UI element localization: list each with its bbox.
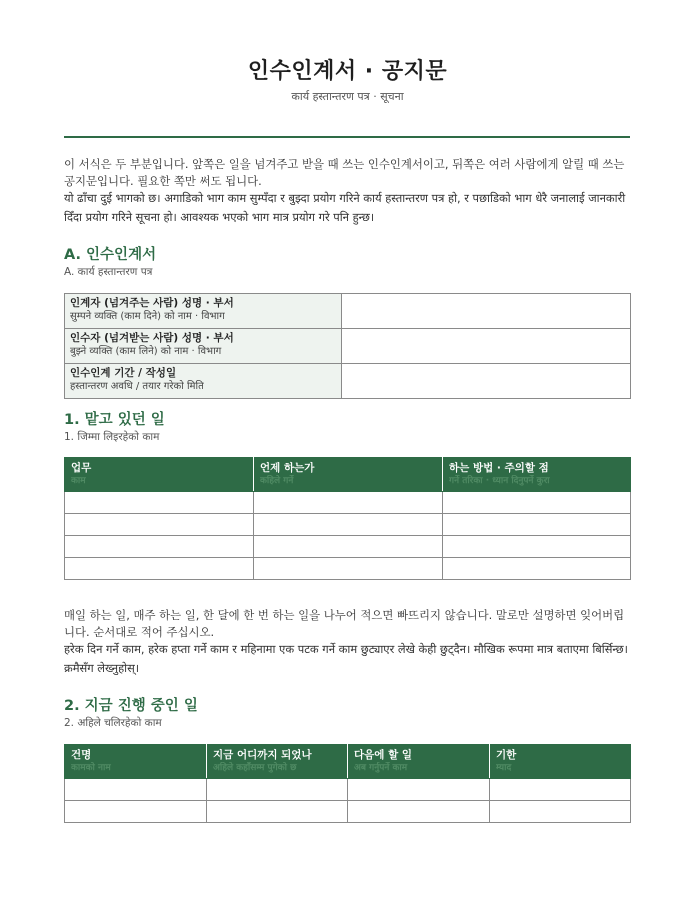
table-row	[65, 558, 631, 580]
table-cell[interactable]	[65, 536, 254, 558]
column-header-ko: 지금 어디까지 되었나	[213, 749, 312, 761]
info-label	[65, 294, 342, 329]
duties-note-np: हरेक दिन गर्ने काम, हरेक हप्ता गर्ने काम र महिनामा एक पटक गर्ने काम छुट्याएर लेखे केही छुट्दैन। मौखिक रूपमा मात्र बताएमा बिर्सिन्छ। क्रमैसँग लेख्नुहोस्।	[64, 642, 628, 675]
table-cell[interactable]	[490, 801, 631, 823]
column-header-np: म्याद	[496, 763, 512, 773]
section-2-title: 2. 지금 진행 중인 일	[64, 698, 198, 714]
info-row	[65, 294, 631, 329]
info-label-ko: 인수자 (넘겨받는 사람) 성명 · 부서	[70, 332, 234, 344]
intro-text	[64, 156, 632, 227]
table-cell[interactable]	[207, 779, 348, 801]
info-row	[65, 364, 631, 399]
section-1-subtitle: 1. जिम्मा लिइरहेको काम	[64, 431, 160, 443]
section-a-subtitle: A. कार्य हस्तान्तरण पत्र	[64, 266, 153, 278]
column-header-ko: 기한	[496, 749, 517, 761]
column-header	[207, 745, 348, 779]
in-progress-table	[64, 744, 631, 823]
intro-ko: 이 서식은 두 부분입니다. 앞쪽은 일을 넘겨주고 받을 때 쓰는 인수인계서이고, 뒤쪽은 여러 사람에게 알릴 때 쓰는 공지문입니다. 필요한 쪽만 써도 됩니다.	[64, 157, 625, 188]
table-cell[interactable]	[443, 558, 631, 580]
column-header-ko: 다음에 할 일	[354, 749, 413, 761]
table-cell[interactable]	[348, 801, 490, 823]
table-cell[interactable]	[348, 779, 490, 801]
table-cell[interactable]	[443, 536, 631, 558]
table-cell[interactable]	[65, 779, 207, 801]
table-cell[interactable]	[254, 558, 443, 580]
column-header-np: गर्ने तरिका · ध्यान दिनुपर्ने कुरा	[449, 476, 550, 486]
column-header	[254, 458, 443, 492]
column-header	[65, 745, 207, 779]
giver-name-field[interactable]	[342, 294, 631, 329]
table-row	[65, 514, 631, 536]
duties-note	[64, 607, 632, 678]
table-cell[interactable]	[254, 492, 443, 514]
handover-period-field[interactable]	[342, 364, 631, 399]
info-label-ko: 인계자 (넘겨주는 사람) 성명 · 부서	[70, 297, 234, 309]
table-row	[65, 536, 631, 558]
info-label	[65, 364, 342, 399]
info-label-ko: 인수인계 기간 / 작성일	[70, 367, 177, 379]
table-cell[interactable]	[443, 514, 631, 536]
table-row	[65, 492, 631, 514]
column-header	[490, 745, 631, 779]
table-cell[interactable]	[207, 801, 348, 823]
table-cell[interactable]	[65, 492, 254, 514]
table-cell[interactable]	[443, 492, 631, 514]
column-header-ko: 건명	[71, 749, 92, 761]
receiver-name-field[interactable]	[342, 329, 631, 364]
table-cell[interactable]	[65, 558, 254, 580]
column-header-ko: 언제 하는가	[260, 462, 315, 474]
intro-np: यो ढाँचा दुई भागको छ। अगाडिको भाग काम सुम्पँदा र बुझ्दा प्रयोग गरिने कार्य हस्तान्तरण पत्र हो, र पछाडिको भाग धेरै जनालाई जानकारी दिँदा प्रयोग गरिने सूचना हो। आवश्यक भएको भाग मात्र प्रयोग गरे पनि हुन्छ।	[64, 191, 626, 224]
info-label-np: सुम्पने व्यक्ति (काम दिने) को नाम · विभाग	[70, 311, 225, 322]
column-header-np: कामको नाम	[71, 763, 111, 773]
table-cell[interactable]	[254, 514, 443, 536]
column-header-np: काम	[71, 476, 86, 486]
section-2-subtitle: 2. अहिले चलिरहेको काम	[64, 717, 162, 729]
table-row	[65, 801, 631, 823]
table-header-row	[65, 458, 631, 492]
header-divider	[64, 136, 630, 138]
current-duties-table	[64, 457, 631, 580]
table-row	[65, 779, 631, 801]
column-header-ko: 하는 방법 · 주의할 점	[449, 462, 549, 474]
column-header-np: अब गर्नुपर्ने काम	[354, 763, 408, 773]
column-header-np: अहिले कहाँसम्म पुगेको छ	[213, 763, 297, 773]
column-header	[65, 458, 254, 492]
column-header-np: कहिले गर्ने	[260, 476, 294, 486]
info-label-np: बुझ्ने व्यक्ति (काम लिने) को नाम · विभाग	[70, 346, 222, 357]
table-cell[interactable]	[490, 779, 631, 801]
section-1-title: 1. 맡고 있던 일	[64, 412, 165, 428]
table-cell[interactable]	[65, 514, 254, 536]
duties-note-ko: 매일 하는 일, 매주 하는 일, 한 달에 한 번 하는 일을 나누어 적으면 빠뜨리지 않습니다. 말로만 설명하면 잊어버립니다. 순서대로 적어 주십시오.	[64, 608, 625, 639]
table-cell[interactable]	[65, 801, 207, 823]
section-a-title: A. 인수인계서	[64, 247, 157, 263]
info-label-np: हस्तान्तरण अवधि / तयार गरेको मिति	[70, 381, 204, 392]
table-cell[interactable]	[254, 536, 443, 558]
page-subtitle: कार्य हस्तान्तरण पत्र · सूचना	[291, 90, 404, 103]
table-header-row	[65, 745, 631, 779]
info-label	[65, 329, 342, 364]
handover-info-table	[64, 293, 631, 399]
column-header	[443, 458, 631, 492]
column-header	[348, 745, 490, 779]
page-title: 인수인계서 · 공지문	[247, 59, 448, 84]
column-header-ko: 업무	[71, 462, 92, 474]
info-row	[65, 329, 631, 364]
